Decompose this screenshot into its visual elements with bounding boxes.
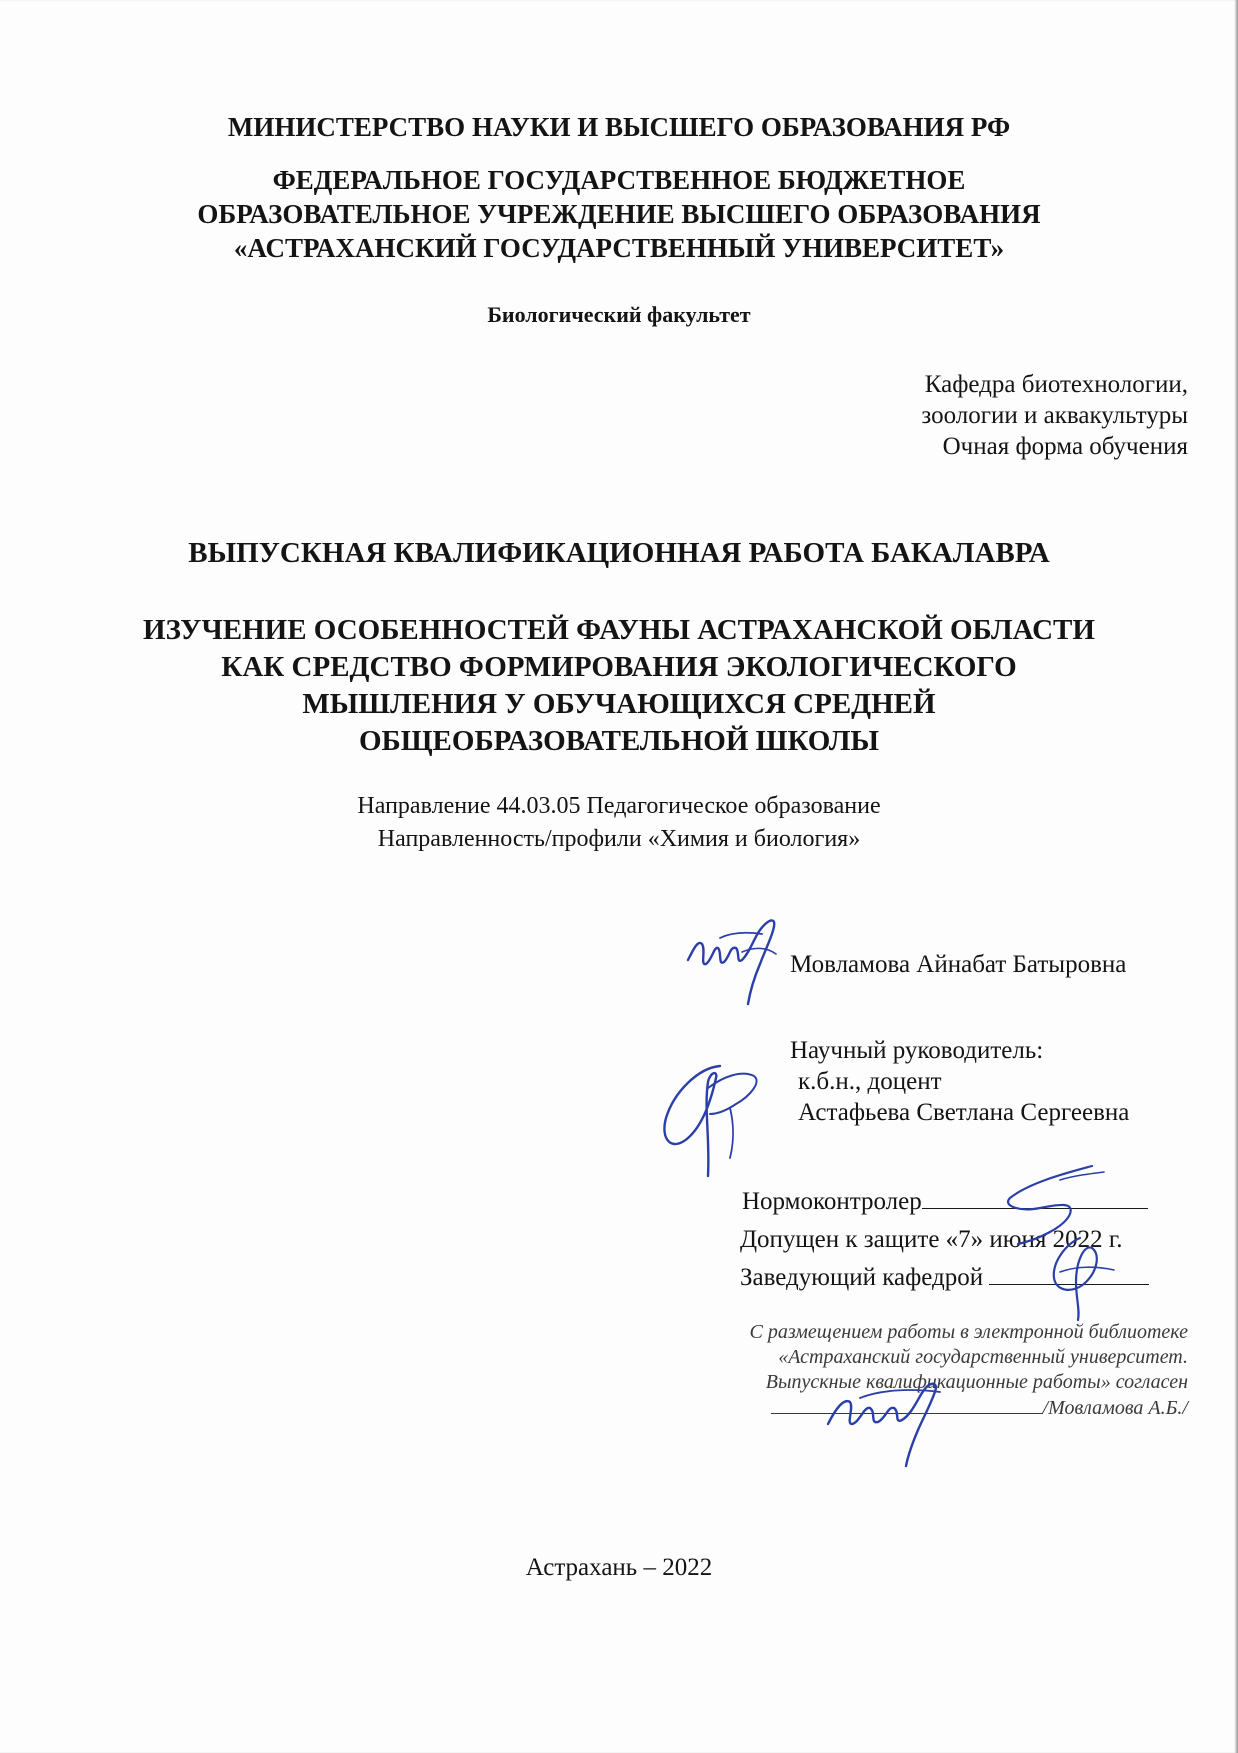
supervisor-degree: к.б.н., доцент <box>798 1068 942 1095</box>
consent-signer: /Мовламова А.Б./ <box>1042 1397 1188 1419</box>
work-title-line: ОБЩЕОБРАЗОВАТЕЛЬНОЙ ШКОЛЫ <box>358 725 879 757</box>
study-form: Очная форма обучения <box>942 433 1188 460</box>
department-block <box>921 369 1188 462</box>
work-title-line: ИЗУЧЕНИЕ ОСОБЕННОСТЕЙ ФАУНЫ АСТРАХАНСКОЙ ОБЛАСТИ <box>143 614 1095 646</box>
admitted-text: Допущен к защите «7» июня 2022 г. <box>740 1226 1123 1253</box>
supervisor-block <box>790 1035 1129 1128</box>
direction-block <box>0 790 1238 856</box>
student-signature-icon <box>680 908 800 1008</box>
consent-line: Выпускные квалификационные работы» согласен <box>765 1371 1188 1393</box>
department-line: зоологии и аквакультуры <box>921 402 1188 429</box>
consent-line: С размещением работы в электронной библиотеке <box>749 1321 1188 1343</box>
work-title-line: КАК СРЕДСТВО ФОРМИРОВАНИЯ ЭКОЛОГИЧЕСКОГО <box>221 651 1017 683</box>
supervisor-signature-icon <box>650 1048 780 1188</box>
ministry-heading: МИНИСТЕРСТВО НАУКИ И ВЫСШЕГО ОБРАЗОВАНИЯ РФ <box>227 112 1011 142</box>
supervisor-name: Астафьева Светлана Сергеевна <box>798 1099 1130 1126</box>
direction-text: Направление 44.03.05 Педагогическое образование <box>357 793 881 819</box>
institution-heading <box>0 163 1238 265</box>
supervisor-label: Научный руководитель: <box>790 1037 1044 1064</box>
head-signature-icon <box>1040 1232 1120 1322</box>
profile-text: Направленность/профили «Химия и биология» <box>377 826 861 852</box>
city-year: Астрахань – 2022 <box>525 1554 713 1581</box>
normcontrol-label: Нормоконтролер <box>742 1188 922 1215</box>
work-title <box>0 612 1238 760</box>
head-label: Заведующий кафедрой <box>740 1264 984 1291</box>
work-type-heading: ВЫПУСКНАЯ КВАЛИФИКАЦИОННАЯ РАБОТА БАКАЛАВРА <box>188 537 1050 569</box>
consent-line: «Астраханский государственный университет. <box>778 1346 1188 1368</box>
faculty-name: Биологический факультет <box>487 302 751 327</box>
institution-line: ОБРАЗОВАТЕЛЬНОЕ УЧРЕЖДЕНИЕ ВЫСШЕГО ОБРАЗОВАНИЯ <box>197 199 1041 229</box>
institution-line: ФЕДЕРАЛЬНОЕ ГОСУДАРСТВЕННОЕ БЮДЖЕТНОЕ <box>272 165 966 195</box>
department-line: Кафедра биотехнологии, <box>924 371 1188 398</box>
institution-line: «АСТРАХАНСКИЙ ГОСУДАРСТВЕННЫЙ УНИВЕРСИТЕТ» <box>233 233 1005 263</box>
student-name: Мовламова Айнабат Батыровна <box>790 951 1127 978</box>
work-title-line: МЫШЛЕНИЯ У ОБУЧАЮЩИХСЯ СРЕДНЕЙ <box>302 688 936 720</box>
consent-signature-icon <box>820 1368 960 1468</box>
